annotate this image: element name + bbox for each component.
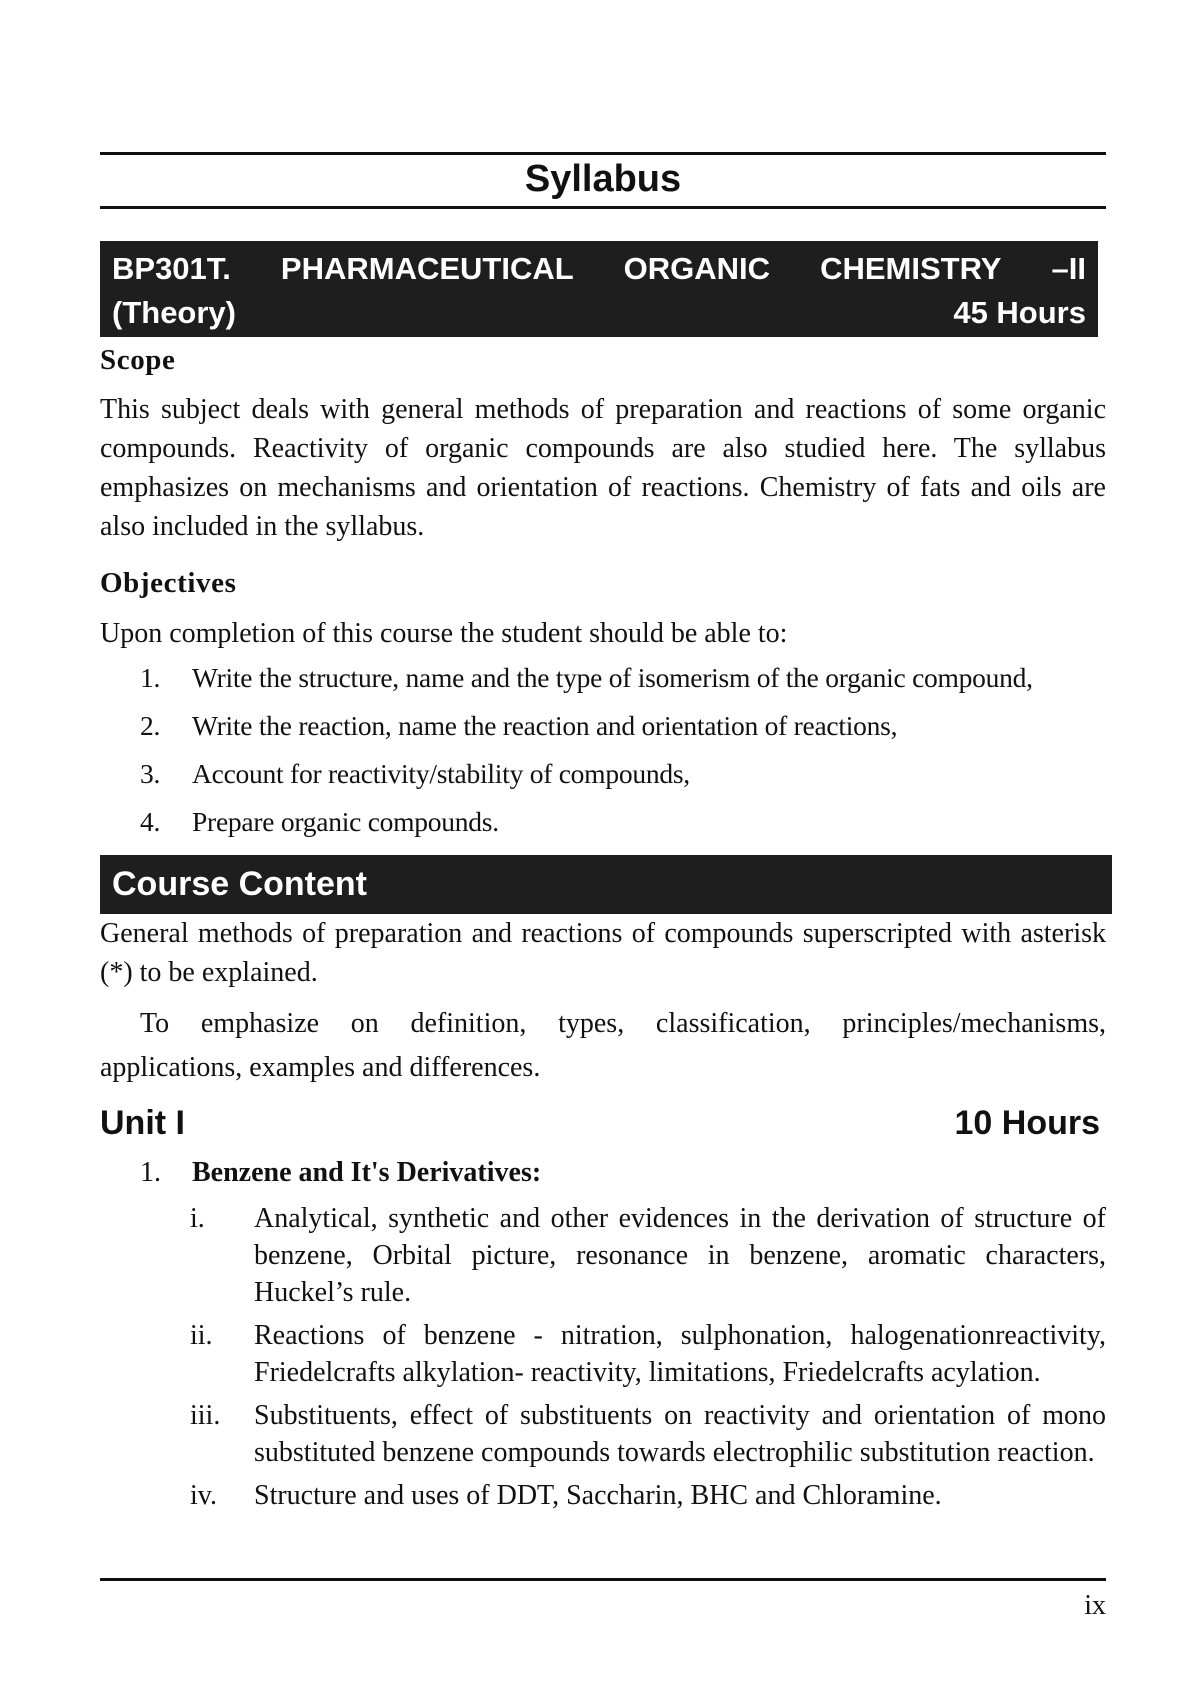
list-item: [100, 1397, 1106, 1471]
item-text: Write the structure, name and the type of isomerism of the organic compound,: [192, 662, 1033, 693]
item-number: iv.: [190, 1480, 217, 1511]
subtopic-list: [100, 1200, 1106, 1520]
syllabus-page: [100, 0, 1106, 1700]
item-text: Prepare organic compounds.: [192, 806, 499, 837]
item-number: 2.: [140, 710, 161, 741]
course-title-word: –II: [1051, 251, 1086, 286]
unit-hours: 10 Hours: [954, 1104, 1100, 1142]
scope-text: This subject deals with general methods of preparation and reactions of some organic compounds. Reactivity of organic compounds are also studied here. The syllabus emphasizes on mechanisms and orientation of reactions. Chemistry of fats and oils are also included in the syllabus.: [100, 394, 1106, 542]
unit-header: [100, 1101, 1100, 1145]
scope-heading: Scope: [100, 344, 176, 376]
list-item: [100, 802, 1106, 850]
list-item: [100, 658, 1106, 706]
course-hours: 45 Hours: [953, 295, 1086, 330]
item-number: 1.: [140, 662, 161, 693]
title-rule: [100, 206, 1106, 209]
course-title-banner: [100, 241, 1098, 337]
list-item: [100, 1477, 1106, 1514]
item-number: ii.: [190, 1320, 213, 1351]
item-number: iii.: [190, 1400, 221, 1431]
course-title-word: CHEMISTRY: [820, 251, 1002, 286]
course-meta-line: [112, 291, 1086, 335]
list-item: [100, 1200, 1106, 1311]
page-number: ix: [1084, 1590, 1106, 1621]
course-content-paragraph: To emphasize on definition, types, classification, principles/mechanisms, applications, examples and differences.: [100, 1008, 1106, 1083]
course-content-banner: Course Content: [100, 855, 1112, 914]
page-title: Syllabus: [524, 158, 682, 200]
bottom-rule: [100, 1578, 1106, 1581]
item-text: Reactions of benzene - nitration, sulphonation, halogenationreactivity, Friedelcrafts alkylation- reactivity, limitations, Friedelcrafts acylation.: [254, 1320, 1106, 1388]
objectives-heading: Objectives: [100, 567, 237, 599]
item-text: Substituents, effect of substituents on reactivity and orientation of mono substituted benzene compounds towards electrophilic substitution reaction.: [254, 1400, 1106, 1468]
item-text: Write the reaction, name the reaction and orientation of reactions,: [192, 710, 898, 741]
list-item: [100, 1317, 1106, 1391]
item-number: i.: [190, 1203, 205, 1234]
course-title-word: ORGANIC: [623, 251, 771, 286]
item-text: Structure and uses of DDT, Saccharin, BHC and Chloramine.: [254, 1480, 942, 1511]
course-content-paragraph: General methods of preparation and reactions of compounds superscripted with asterisk (*) to be explained.: [100, 918, 1106, 988]
course-type: (Theory): [112, 295, 236, 330]
list-item: [100, 706, 1106, 754]
course-title-line: [112, 247, 1086, 291]
list-item: [100, 754, 1106, 802]
course-title-word: PHARMACEUTICAL: [280, 251, 574, 286]
topic-heading: [140, 1154, 541, 1192]
item-number: 3.: [140, 758, 161, 789]
unit-title: Unit I: [100, 1104, 185, 1142]
course-code: BP301T.: [112, 251, 231, 286]
topic-number: 1.: [140, 1157, 161, 1188]
item-number: 4.: [140, 806, 161, 837]
objectives-list: [100, 658, 1106, 850]
item-text: Account for reactivity/stability of compounds,: [192, 758, 690, 789]
objectives-intro: Upon completion of this course the student should be able to:: [100, 618, 788, 649]
item-text: Analytical, synthetic and other evidences in the derivation of structure of benzene, Orbital picture, resonance in benzene, aromatic characters, Huckel’s rule.: [254, 1203, 1106, 1308]
topic-title: Benzene and It's Derivatives:: [192, 1157, 542, 1188]
